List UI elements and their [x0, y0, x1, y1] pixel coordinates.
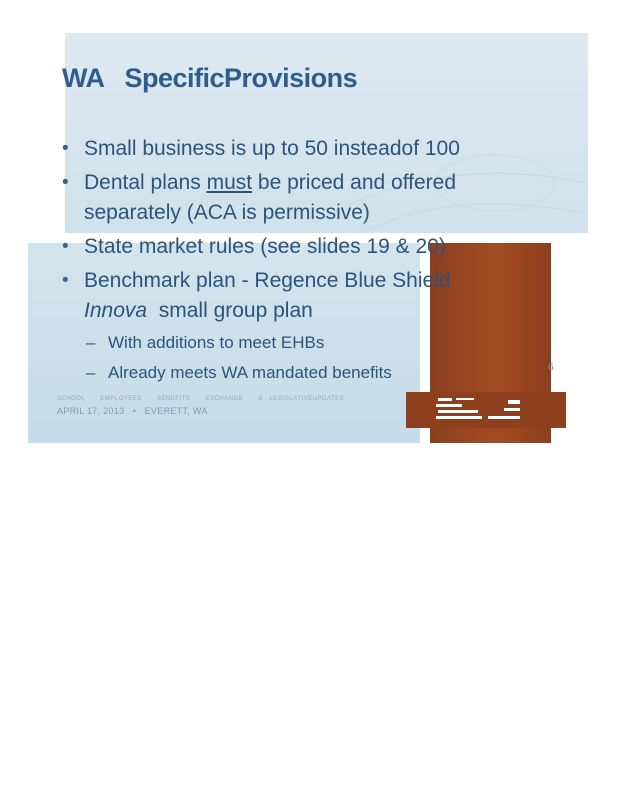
bullet-item — [58, 168, 456, 228]
bullet-text: Benchmark plan - Regence Blue Shield — [84, 269, 451, 292]
bullet-glyph: • — [62, 172, 69, 193]
sub-bullet-text: With additions to meet EHBs — [108, 333, 325, 352]
slide-title: WA SpecificProvisions — [62, 63, 358, 93]
bullet-text: State market rules (see slides 19 & 20) — [84, 235, 446, 258]
hca-logo-icon — [432, 394, 524, 426]
bullet-glyph: • — [62, 236, 69, 257]
sub-bullet-text: Already meets WA mandated benefits — [108, 363, 392, 382]
footer-event-name: SCHOOL EMPLOYEES BENEFITS EXCHANGE & LEGISLATIVEUPDATES — [57, 396, 345, 402]
sub-bullet-item — [86, 362, 392, 384]
bullet-text: Dental plans — [84, 171, 207, 194]
bullet-text: separately (ACA is permissive) — [84, 201, 370, 224]
sub-bullet-item — [86, 332, 324, 354]
bullet-text: small group plan — [147, 299, 313, 322]
bullet-glyph: • — [62, 138, 69, 159]
dash-glyph: – — [86, 363, 96, 382]
bullet-glyph: • — [62, 270, 69, 291]
slide-number: 6 — [548, 362, 554, 373]
bullet-item — [58, 134, 460, 164]
emphasis-text: must — [206, 171, 253, 194]
bullet-item — [58, 232, 446, 262]
plan-name: Innova — [84, 299, 148, 322]
bullet-text: Small business is up to 50 insteadof 100 — [84, 137, 460, 160]
dash-glyph: – — [86, 333, 96, 352]
bullet-item — [58, 266, 451, 326]
footer-date-location: APRIL 17, 2013 • EVERETT, WA — [57, 406, 208, 416]
bullet-text: be priced and offered — [252, 171, 457, 194]
